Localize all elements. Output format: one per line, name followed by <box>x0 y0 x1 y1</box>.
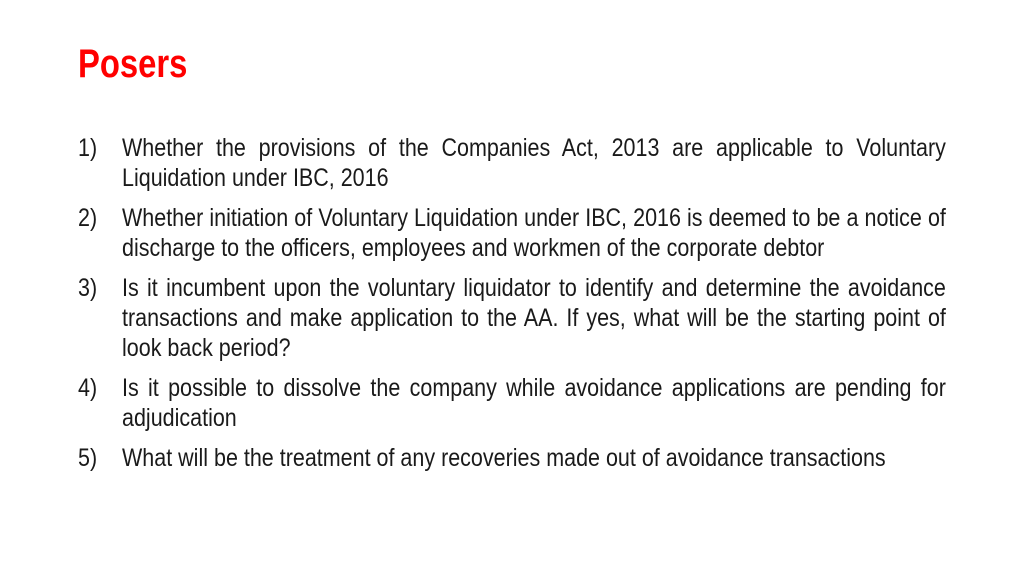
list-item <box>78 203 946 263</box>
list-item-number: 5) <box>78 444 98 472</box>
list-item-number: 4) <box>78 374 98 402</box>
list-item-text: Is it possible to dissolve the company while avoidance applications are pending for adjudication <box>122 374 946 432</box>
list-item-text: Whether initiation of Voluntary Liquidation under IBC, 2016 is deemed to be a notice of discharge to the officers, employees and workmen of the corporate debtor <box>122 204 946 262</box>
list-item-text: Whether the provisions of the Companies Act, 2013 are applicable to Voluntary Liquidation under IBC, 2016 <box>122 134 946 192</box>
list-item <box>78 273 946 363</box>
list-item-number: 3) <box>78 274 98 302</box>
poser-list <box>78 133 946 483</box>
list-item-number: 1) <box>78 134 98 162</box>
list-item-text: What will be the treatment of any recoveries made out of avoidance transactions <box>122 444 886 472</box>
list-item <box>78 133 946 193</box>
list-item-number: 2) <box>78 204 98 232</box>
slide-title: Posers <box>78 42 188 86</box>
list-item <box>78 373 946 433</box>
list-item <box>78 443 946 473</box>
list-item-text: Is it incumbent upon the voluntary liquidator to identify and determine the avoidance transactions and make application to the AA. If yes, what will be the starting point of look back period? <box>122 274 946 362</box>
